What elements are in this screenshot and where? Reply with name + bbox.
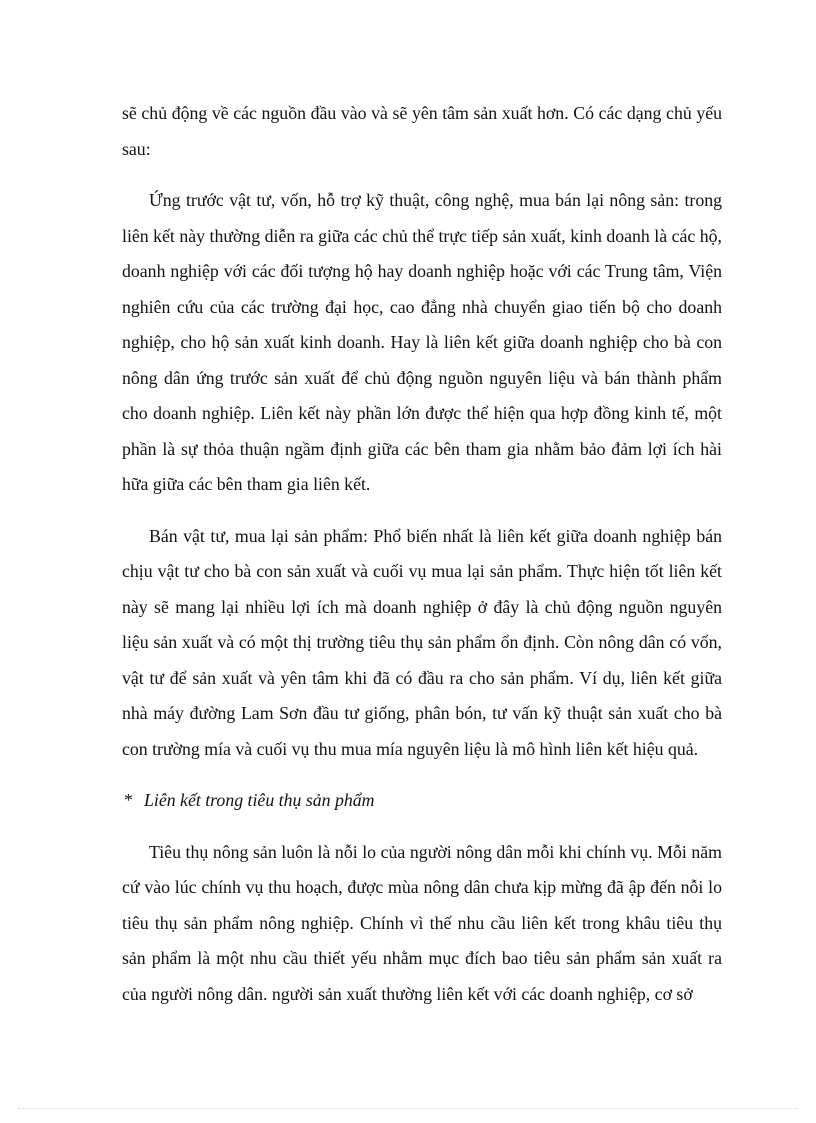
page-bottom-divider: [18, 1108, 798, 1109]
paragraph-sell-supplies-buy-back: Bán vật tư, mua lại sản phẩm: Phổ biến nhất là liên kết giữa doanh nghiệp bán chịu vật tư cho bà con sản xuất và cuối vụ mua lại sản phẩm. Thực hiện tốt liên kết này sẽ mang lại nhiều lợi ích mà doanh nghiệp ở đây là chủ động nguồn nguyên liệu sản xuất và có một thị trường tiêu thụ sản phẩm ổn định. Còn nông dân có vốn, vật tư để sản xuất và yên tâm khi đã có đầu ra cho sản phẩm. Ví dụ, liên kết giữa nhà máy đường Lam Sơn đầu tư giống, phân bón, tư vấn kỹ thuật sản xuất cho bà con trường mía và cuối vụ thu mua mía nguyên liệu là mô hình liên kết hiệu quả.: [122, 525, 722, 759]
paragraph-advance-supplies: Ứng trước vật tư, vốn, hỗ trợ kỹ thuật, công nghệ, mua bán lại nông sản: trong liên kết này thường diễn ra giữa các chủ thể trực tiếp sản xuất, kinh doanh là các hộ, doanh nghiệp với các đối tượng hộ hay doanh nghiệp hoặc với các Trung tâm, Viện nghiên cứu của các trường đại học, cao đẳng nhà chuyển giao tiến bộ cho doanh nghiệp, cho hộ sản xuất kinh doanh. Hay là liên kết giữa doanh nghiệp cho bà con nông dân ứng trước sản xuất để chủ động nguồn nguyên liệu và bán thành phẩm cho doanh nghiệp. Liên kết này phần lớn được thể hiện qua hợp đồng kinh tế, một phần là sự thỏa thuận ngầm định giữa các bên tham gia nhằm bảo đảm lợi ích hài hữa giữa các bên tham gia liên kết.: [122, 190, 722, 494]
bullet-asterisk: *: [124, 790, 133, 810]
section-heading-text: Liên kết trong tiêu thụ sản phẩm: [144, 790, 375, 810]
paragraph-product-consumption: Tiêu thụ nông sản luôn là nỗi lo của người nông dân mỗi khi chính vụ. Mỗi năm cứ vào lúc chính vụ thu hoạch, được mùa nông dân chưa kịp mừng đã ập đến nỗi lo tiêu thụ sản phẩm nông nghiệp. Chính vì thế nhu cầu liên kết trong khâu tiêu thụ sản phẩm là một nhu cầu thiết yếu nhằm mục đích bao tiêu sản phẩm sản xuất ra của người nông dân. người sản xuất thường liên kết với các doanh nghiệp, cơ sở: [122, 841, 722, 1004]
paragraph-intro-continuation: sẽ chủ động về các nguồn đầu vào và sẽ yên tâm sản xuất hơn. Có các dạng chủ yếu sau:: [122, 103, 722, 159]
section-heading: [122, 783, 722, 819]
document-body: [122, 96, 722, 1028]
